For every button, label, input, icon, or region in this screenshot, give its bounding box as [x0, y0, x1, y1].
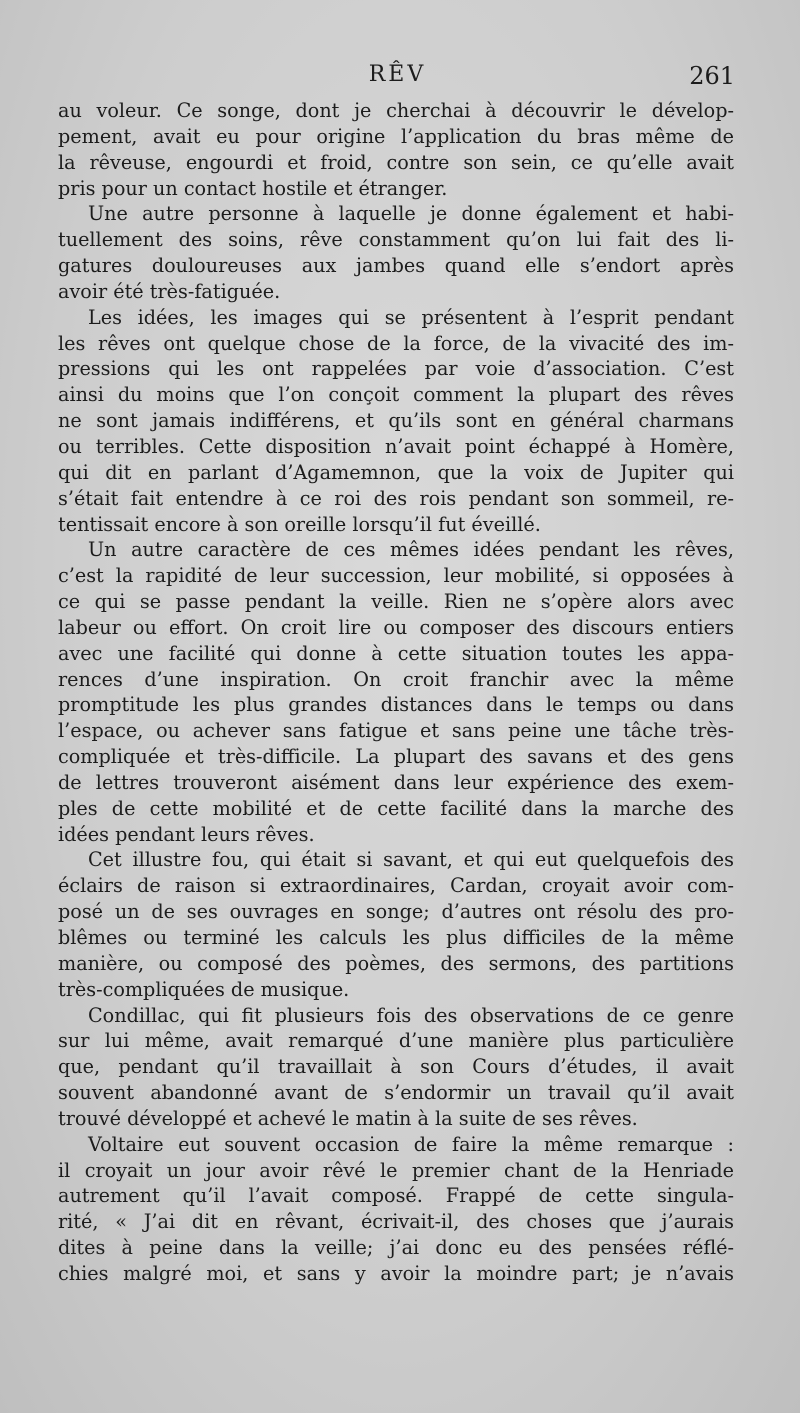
text-line: s’était fait entendre à ce roi des rois pendant son sommeil, re-	[58, 486, 734, 510]
running-title: RÊV	[368, 62, 427, 87]
text-line: avoir été très-fatiguée.	[58, 279, 281, 303]
text-line: blêmes ou terminé les calculs les plus difficiles de la même	[58, 926, 734, 949]
text-line: posé un de ses ouvrages en songe; d’autres ont résolu des pro-	[58, 900, 734, 924]
text-line: qui dit en parlant d’Agamemnon, que la voix de Jupiter qui	[58, 460, 734, 484]
text-line: manière, ou composé des poèmes, des sermons, des partitions	[58, 951, 734, 975]
text-line: pement, avait eu pour origine l’application du bras même de	[58, 124, 734, 148]
text-line: labeur ou effort. On croit lire ou composer des discours entiers	[58, 615, 734, 639]
text-line: ce qui se passe pendant la veille. Rien ne s’opère alors avec	[58, 590, 734, 614]
text-line: Condillac, qui fit plusieurs fois des observations de ce genre	[88, 1003, 734, 1027]
text-line: il croyait un jour avoir rêvé le premier chant de la Henriade	[58, 1158, 734, 1182]
text-line: éclairs de raison si extraordinaires, Cardan, croyait avoir com-	[58, 874, 734, 898]
text-line: tuellement des soins, rêve constamment qu’on lui fait des li-	[58, 228, 734, 252]
text-line: trouvé développé et achevé le matin à la suite de ses rêves.	[58, 1106, 638, 1130]
text-line: l’espace, ou achever sans fatigue et sans peine une tâche très-	[58, 719, 734, 743]
text-line: gatures douloureuses aux jambes quand elle s’endort après	[58, 254, 734, 278]
text-line: ainsi du moins que l’on conçoit comment la plupart des rêves	[58, 383, 734, 407]
text-line: chies malgré moi, et sans y avoir la moindre part; je n’avais	[58, 1261, 734, 1285]
text-line: pris pour un contact hostile et étranger.	[58, 176, 448, 200]
text-line: Cet illustre fou, qui était si savant, et qui eut quelquefois des	[88, 848, 734, 872]
text-line: de lettres trouveront aisément dans leur expérience des exem-	[58, 770, 734, 794]
text-line: ples de cette mobilité et de cette facilité dans la marche des	[58, 796, 734, 820]
page-number: 261	[689, 62, 735, 90]
text-line: ou terribles. Cette disposition n’avait point échappé à Homère,	[58, 434, 734, 458]
text-line: que, pendant qu’il travaillait à son Cours d’études, il avait	[58, 1055, 734, 1079]
running-head	[60, 62, 735, 96]
text-line: avec une facilité qui donne à cette situation toutes les appa-	[58, 641, 734, 665]
text-line: Une autre personne à laquelle je donne également et habi-	[88, 202, 734, 226]
text-line: rité, « J’ai dit en rêvant, écrivait-il, des choses que j’aurais	[58, 1210, 734, 1234]
text-line: Les idées, les images qui se présentent à l’esprit pendant	[88, 305, 734, 329]
text-line: c’est la rapidité de leur succession, leur mobilité, si opposées à	[58, 564, 734, 588]
text-line: très-compliquées de musique.	[58, 977, 350, 1001]
text-line: la rêveuse, engourdi et froid, contre son sein, ce qu’elle avait	[58, 150, 734, 174]
text-line: tentissait encore à son oreille lorsqu’il fut éveillé.	[58, 512, 541, 536]
text-line: dites à peine dans la veille; j’ai donc eu des pensées réflé-	[58, 1236, 734, 1260]
text-line: Voltaire eut souvent occasion de faire la même remarque :	[88, 1132, 734, 1156]
text-line: promptitude les plus grandes distances dans le temps ou dans	[58, 693, 734, 717]
text-line: les rêves ont quelque chose de la force, de la vivacité des im-	[58, 331, 734, 355]
text-line: compliquée et très-difficile. La plupart des savans et des gens	[58, 745, 734, 769]
text-line: au voleur. Ce songe, dont je cherchai à découvrir le dévelop-	[58, 99, 734, 122]
text-line: sur lui même, avait remarqué d’une manière plus particulière	[58, 1029, 734, 1053]
body-text	[58, 98, 734, 1287]
text-line: idées pendant leurs rêves.	[58, 822, 315, 846]
text-line: Un autre caractère de ces mêmes idées pendant les rêves,	[88, 538, 734, 562]
text-line: ne sont jamais indifférens, et qu’ils sont en général charmans	[58, 409, 734, 433]
text-line: rences d’une inspiration. On croit franchir avec la même	[58, 667, 734, 691]
text-line: autrement qu’il l’avait composé. Frappé de cette singula-	[58, 1184, 734, 1208]
text-line: souvent abandonné avant de s’endormir un travail qu’il avait	[58, 1081, 734, 1105]
text-line: pressions qui les ont rappelées par voie d’association. C’est	[58, 357, 734, 381]
